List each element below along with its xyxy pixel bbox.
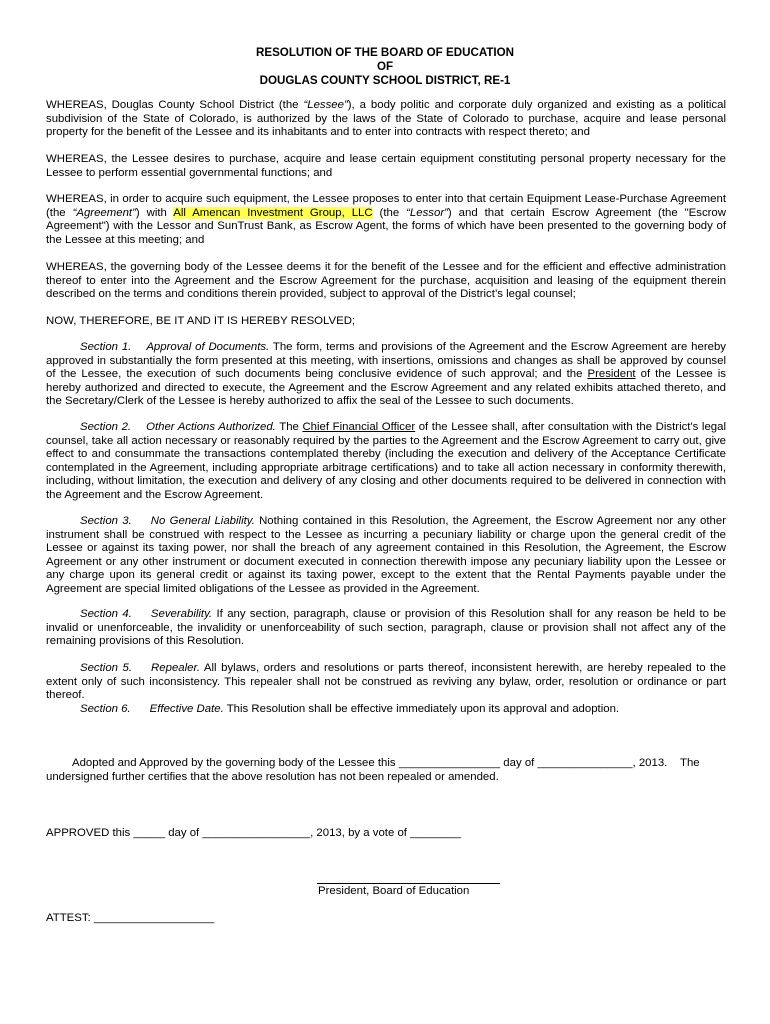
- highlighted-lessor-name: All Amencan Investment Group, LLC: [173, 206, 373, 219]
- approved-vote-line: APPROVED this _____ day of _________________, 2013, by a vote of ________: [46, 827, 461, 839]
- section-5-paragraph: Section 5. Repealer. All bylaws, orders and resolutions or parts thereof, inconsistent herewith, are hereby repealed to the extent only of such inconsistency. This repealer shall not be construed as reviving any bylaw, order, resolution or ordinance or part thereof.: [46, 662, 726, 702]
- section-6-number: Section 6.: [80, 703, 131, 715]
- whereas-paragraph-2: WHEREAS, the Lessee desires to purchase, acquire and lease certain equipment constituting personal property necessary for the Lessee to perform essential governmental functions; and: [46, 153, 726, 179]
- adopted-line-1: Adopted and Approved by the governing body of the Lessee this ________________ day of _______________, 2013.: [72, 757, 668, 769]
- section-6-heading: Effective Date.: [149, 703, 224, 715]
- section-3-paragraph: Section 3. No General Liability. Nothing contained in this Resolution, the Agreement, the Escrow Agreement nor any other instrument shall be construed with respect to the Lessee as incurring a pecuniary liability or charge upon the general credit of the Lessee or against its taxing power, nor shall the breach of any agreement contained in this Resolution, the Agreement, the Escrow Agreement or any other instrument or document executed in connection therewith impose any pecuniary liability upon the Lessee or any charge upon its general credit or against its taxing power, except to the extent that the Rental Payments payable under the Agreement are special limited obligations of the Lessee as provided in the Agreement.: [46, 515, 726, 595]
- now-therefore-heading: NOW, THEREFORE, BE IT AND IT IS HEREBY RESOLVED;: [46, 315, 356, 327]
- section-1-heading: Approval of Documents.: [146, 341, 270, 353]
- section-3-heading: No General Liability.: [150, 515, 255, 527]
- section-5-heading: Repealer.: [151, 662, 201, 674]
- cfo-link-text: Chief Financial Officer: [302, 421, 416, 433]
- whereas-paragraph-1: WHEREAS, Douglas County School District (the “Lessee”), a body politic and corporate duly organized and existing as a political subdivision of the State of Colorado, is authorized by the laws of the State of Colorado to purchase, acquire and lease personal property for the benefit of the Lessee and its inhabitants and to enter into contracts with respect thereto; and: [46, 99, 726, 139]
- title-line-2: OF: [376, 60, 394, 73]
- adopted-line-2: undersigned further certifies that the above resolution has not been repealed or amended.: [46, 771, 499, 783]
- section-4-paragraph: Section 4. Severability. If any section, paragraph, clause or provision of this Resolution shall for any reason be held to be invalid or unenforceable, the invalidity or unenforceability of such section, paragraph, clause or provision shall not affect any of the remaining provisions of this Resolution.: [46, 608, 726, 648]
- section-4-heading: Severability.: [150, 608, 213, 620]
- president-link-text: President: [587, 368, 636, 381]
- section-2-heading: Other Actions Authorized.: [146, 421, 276, 433]
- title-line-1: RESOLUTION OF THE BOARD OF EDUCATION: [255, 46, 515, 59]
- title-line-3: DOUGLAS COUNTY SCHOOL DISTRICT, RE-1: [259, 74, 511, 87]
- whereas-paragraph-3: WHEREAS, in order to acquire such equipment, the Lessee proposes to enter into that certain Equipment Lease-Purchase Agreement (the “Agreement”) with All Amencan Investment Group, LLC (the “Lessor”) and that certain Escrow Agreement (the "Escrow Agreement") with the Lessor and SunTrust Bank, as Escrow Agent, the forms of which have been presented to the governing body of the Lessee at this meeting; and: [46, 193, 726, 246]
- attest-line: ATTEST: ___________________: [46, 912, 215, 924]
- section-1-paragraph: Section 1. Approval of Documents. The form, terms and provisions of the Agreement and the Escrow Agreement are hereby approved in substantially the form presented at this meeting, with insertions, omissions and changes as shall be approved by counsel of the Lessee, the execution of such documents being conclusive evidence of such approval; and the President of the Lessee is hereby authorized and directed to execute, the Agreement and the Escrow Agreement and any related exhibits attached thereto, and the Secretary/Clerk of the Lessee is hereby authorized to affix the seal of the Lessee to such documents.: [46, 341, 726, 408]
- section-6-paragraph: Section 6. Effective Date. This Resolution shall be effective immediately upon its approval and adoption.: [80, 703, 620, 715]
- signature-title: President, Board of Education: [318, 885, 470, 897]
- section-3-number: Section 3.: [80, 515, 132, 527]
- whereas-paragraph-4: WHEREAS, the governing body of the Lessee deems it for the benefit of the Lessee and for the efficient and effective administration thereof to enter into the Agreement and the Escrow Agreement for the purchase, acquisition and leasing of the equipment therein described on the terms and conditions therein provided, subject to approval of the District’s legal counsel;: [46, 261, 726, 301]
- section-1-number: Section 1.: [80, 341, 132, 353]
- signature-line: [317, 883, 500, 884]
- adopted-the: The: [680, 757, 700, 769]
- section-4-number: Section 4.: [80, 608, 132, 620]
- section-5-number: Section 5.: [80, 662, 133, 674]
- section-2-paragraph: Section 2. Other Actions Authorized. The Chief Financial Officer of the Lessee shall, after consultation with the District's legal counsel, take all action necessary or reasonably required by the parties to the Agreement and the Escrow Agreement to carry out, give effect to and consummate the transactions contemplated thereby (including the execution and delivery of the Acceptance Certificate contemplated in the Agreement, including appropriate arbitrage certifications) and to take all action necessary in conformity therewith, including, without limitation, the execution and delivery of any closing and other documents required to be delivered in connection with the Agreement and the Escrow Agreement.: [46, 421, 726, 501]
- section-2-number: Section 2.: [80, 421, 132, 433]
